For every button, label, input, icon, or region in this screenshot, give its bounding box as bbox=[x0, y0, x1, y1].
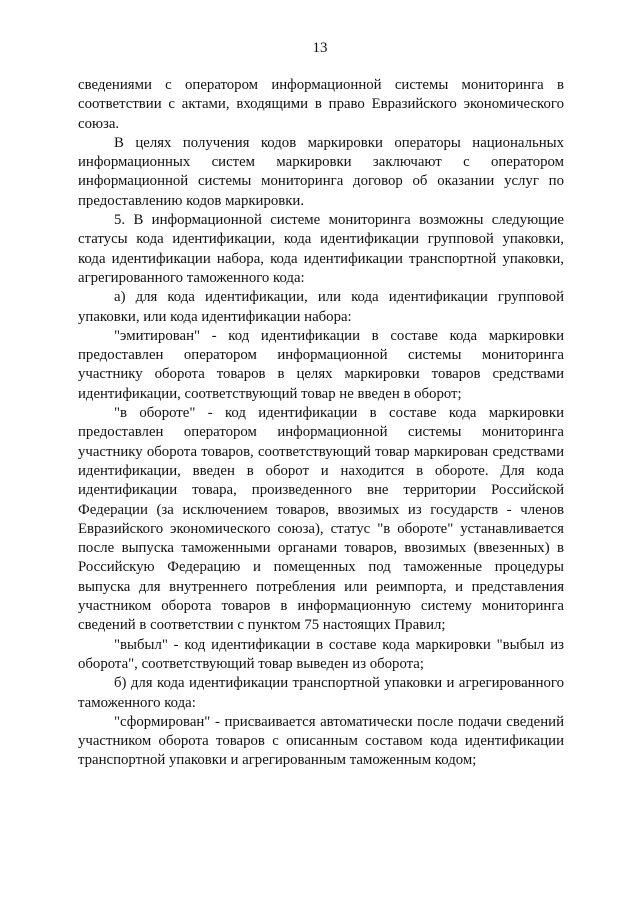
paragraph-subitem-b: б) для кода идентификации транспортной упаковки и агрегированного таможенного кода: bbox=[78, 675, 564, 711]
paragraph-status-emitted: "эмитирован" - код идентификации в составе кода маркировки предоставлен оператором информационной системы мониторинга участнику оборота товаров в целях маркировки товаров средствами идентификации, соответствующий товар не введен в оборот; bbox=[78, 327, 564, 402]
paragraph-continuation: сведениями с оператором информационной системы мониторинга в соответствии с актами, входящими в право Евразийского экономического союза. bbox=[78, 77, 564, 132]
document-body bbox=[78, 76, 564, 771]
paragraph-subitem-a: а) для кода идентификации, или кода идентификации групповой упаковки, или кода идентификации набора: bbox=[78, 289, 564, 325]
paragraph-marking-codes-contract: В целях получения кодов маркировки операторы национальных информационных систем маркировки заключают с оператором информационной системы мониторинга договор об оказании услуг по предоставлению кодов маркировки. bbox=[78, 134, 564, 209]
paragraph-status-in-circulation: "в обороте" - код идентификации в составе кода маркировки предоставлен оператором информационной системы мониторинга участнику оборота товаров, соответствующий товар маркирован средствами идентификации, введен в оборот и находится в обороте. Для кода идентификации товара, произведенного вне территории Российской Федерации (за исключением товаров, ввозимых из государств - членов Евразийского экономического союза), статус "в обороте" устанавливается после выпуска таможенными органами товаров, ввозимых (ввезенных) в Российскую Федерацию и помещенных под таможенные процедуры выпуска для внутреннего потребления или реимпорта, и представления участником оборота товаров в информационную систему мониторинга сведений в соответствии с пунктом 75 настоящих Правил; bbox=[78, 405, 564, 634]
page-number: 13 bbox=[312, 40, 328, 56]
paragraph-item-5-statuses: 5. В информационной системе мониторинга возможны следующие статусы кода идентификации, кода идентификации групповой упаковки, кода идентификации набора, кода идентификации транспортной упаковки, агрегированного таможенного кода: bbox=[78, 212, 564, 286]
paragraph-status-withdrawn: "выбыл" - код идентификации в составе кода маркировки "выбыл из оборота", соответствующий товар выведен из оборота; bbox=[78, 636, 564, 672]
paragraph-status-formed: "сформирован" - присваивается автоматически после подачи сведений участником оборота товаров с описанным составом кода идентификации транспортной упаковки и агрегированным таможенным кодом; bbox=[78, 713, 564, 769]
